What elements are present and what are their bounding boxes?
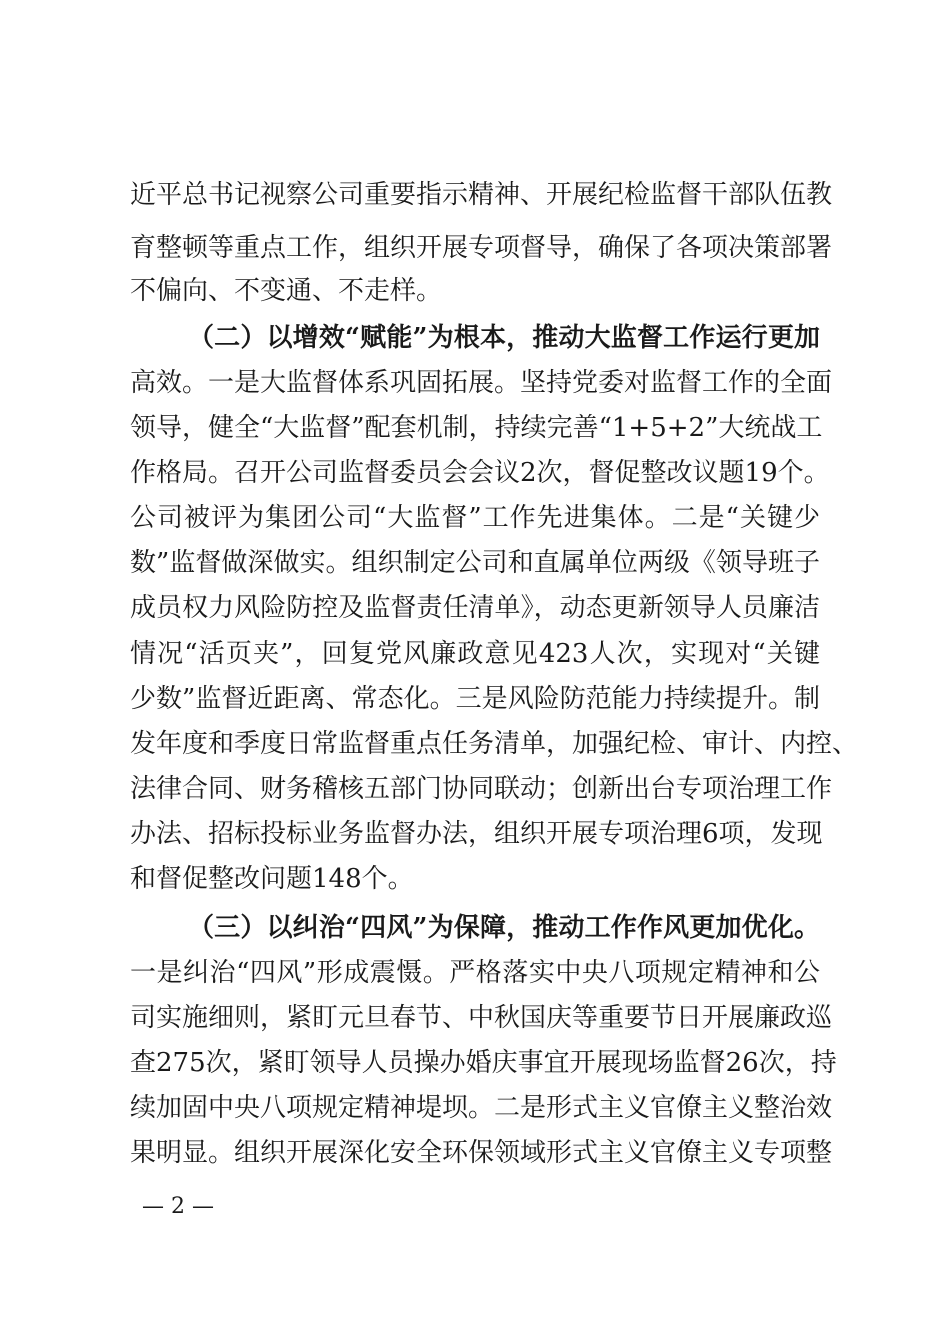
- body-line: 作格局。召开公司监督委员会会议2次，督促整改议题19个。: [130, 458, 830, 488]
- body-line: 数”监督做深做实。组织制定公司和直属单位两级《领导班子: [130, 548, 820, 578]
- body-line: 查275次，紧盯领导人员操办婚庆事宜开展现场监督26次，持: [130, 1048, 837, 1078]
- section-heading: （二）以增效“赋能”为根本，推动大监督工作运行更加: [188, 323, 820, 353]
- body-line: 续加固中央八项规定精神堤坝。二是形式主义官僚主义整治效: [130, 1093, 833, 1123]
- body-line: 和督促整改问题148个。: [130, 864, 414, 894]
- body-line: 少数”监督近距离、常态化。三是风险防范能力持续提升。制: [130, 684, 820, 714]
- page-number: — 2 —: [142, 1194, 214, 1219]
- body-line: 成员权力风险防控及监督责任清单》，动态更新领导人员廉洁: [130, 593, 820, 623]
- body-line: 办法、招标投标业务监督办法，组织开展专项治理6项，发现: [130, 819, 823, 849]
- body-line: 不偏向、不变通、不走样。: [130, 276, 443, 306]
- body-line: 法律合同、财务稽核五部门协同联动；创新出台专项治理工作: [130, 774, 833, 804]
- body-line: 情况“活页夹”，回复党风廉政意见423人次，实现对“关键: [130, 639, 820, 669]
- body-line: 公司被评为集团公司“大监督”工作先进集体。二是“关键少: [130, 503, 820, 533]
- body-line: 果明显。组织开展深化安全环保领域形式主义官僚主义专项整: [130, 1138, 833, 1168]
- body-line: 近平总书记视察公司重要指示精神、开展纪检监督干部队伍教: [130, 180, 833, 210]
- section-heading: （三）以纠治“四风”为保障，推动工作作风更加优化。: [188, 913, 820, 943]
- body-line: 高效。一是大监督体系巩固拓展。坚持党委对监督工作的全面: [130, 368, 833, 398]
- body-line: 一是纠治“四风”形成震慑。严格落实中央八项规定精神和公: [130, 958, 820, 988]
- body-line: 领导，健全“大监督”配套机制，持续完善“1+5+2”大统战工: [130, 413, 823, 443]
- body-line: 发年度和季度日常监督重点任务清单，加强纪检、审计、内控、: [130, 729, 859, 759]
- body-line: 育整顿等重点工作，组织开展专项督导，确保了各项决策部署: [130, 233, 833, 263]
- body-line: 司实施细则，紧盯元旦春节、中秋国庆等重要节日开展廉政巡: [130, 1003, 833, 1033]
